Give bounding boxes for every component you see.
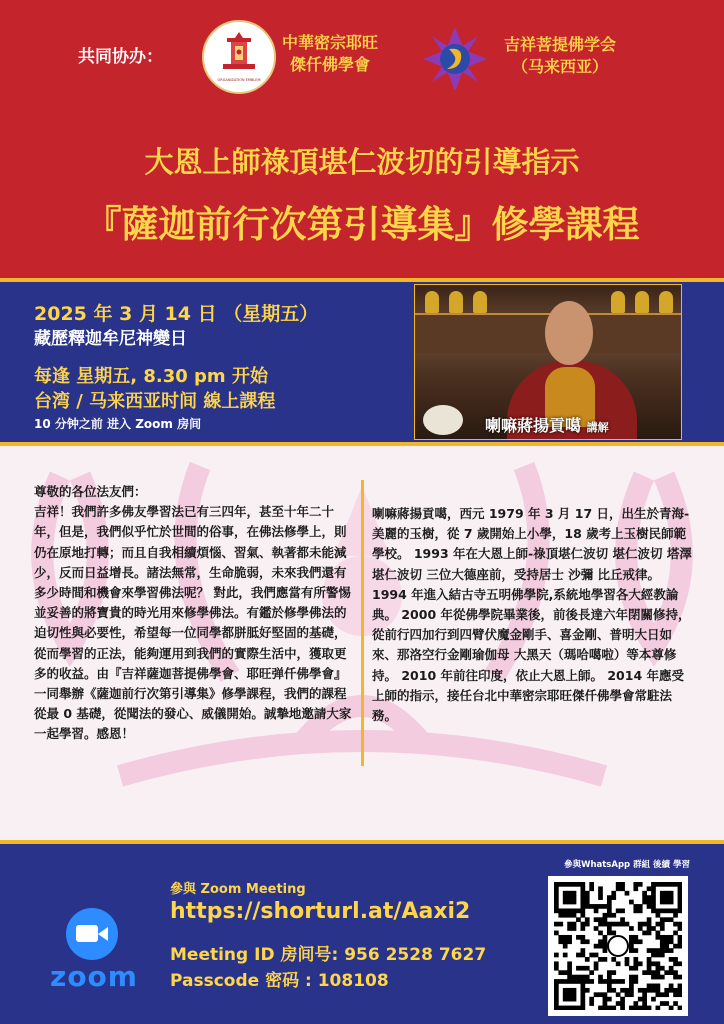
buddha-statue-icon <box>425 291 439 313</box>
footer-zoom-info <box>0 840 724 1024</box>
org1-name-line1: 中華密宗耶旺 <box>282 33 379 52</box>
join-zoom-label: 參與 Zoom Meeting <box>170 882 306 897</box>
buddha-statue-icon <box>659 291 673 313</box>
whatsapp-note: 參與WhatsApp 群組 後續 學習 <box>564 860 690 870</box>
org2-name <box>504 34 616 78</box>
event-date: 2025 年 3 月 14 日 （星期五） <box>34 303 319 325</box>
zoom-link[interactable]: https://shorturl.at/Aaxi2 <box>170 899 471 924</box>
org2-name-line2: （马来西亚） <box>512 57 609 76</box>
teacher-photo <box>414 284 682 440</box>
org1-logo-text: ORGANIZATION EMBLEM <box>217 78 261 82</box>
org1-logo <box>202 20 276 94</box>
org1-name-line2: 傑仟佛學會 <box>290 55 371 74</box>
title-line1: 大恩上師祿頂堪仁波切的引導指示 <box>144 145 580 179</box>
welcome-text: 吉祥！我們許多佛友學習法已有三四年，甚至十年二十年，但是，我們似乎忙於世間的俗事，在佛法修學上，則仍在原地打轉；而且自我相續煩惱、習氣、執著都未能減少，反而日益增長。諸法無常，生命脆弱，未來我們還有多少時間和機會來學習佛法呢？ 對此，我們應當有所警惕並妥善的將寶貴的時光用來修學佛法。有鑑於修學佛法的迫切性與必要性，希望每一位同學都胼胝好堅固的基礎，從而學習的正法，能夠運用到我們的實際生活中，獲取更多的收益。由『吉祥薩迦菩提佛學會、耶旺弹仟佛學會』一同舉辦《薩迦前行次第引導集》修學課程，我們的課程從最 0 基礎，從聞法的發心、威儀開始。誠摯地邀請大家一起學習。感恩！ <box>34 504 352 742</box>
teacher-caption <box>485 413 609 436</box>
meeting-id: Meeting ID 房间号: 956 2528 7627 <box>170 945 487 965</box>
temple-emblem-icon <box>217 30 261 74</box>
teacher-name: 喇嘛蔣揚貢噶 <box>485 416 582 435</box>
event-schedule: 每逢 星期五, 8.30 pm 开始 <box>34 366 268 387</box>
whatsapp-qr-code[interactable] <box>548 876 688 1016</box>
header-banner <box>0 0 724 278</box>
whatsapp-icon <box>608 936 628 956</box>
body-section <box>0 446 724 840</box>
join-note: 10 分钟之前 进入 Zoom 房间 <box>34 417 202 431</box>
buddha-statue-icon <box>449 291 463 313</box>
buddha-statue-icon <box>611 291 625 313</box>
event-timezone: 台湾 / 马来西亚时间 線上課程 <box>34 391 276 412</box>
teacher-bio <box>372 504 692 726</box>
cohost-label: 共同协办： <box>78 47 163 67</box>
monk-head <box>545 301 593 365</box>
buddha-statue-icon <box>635 291 649 313</box>
buddha-statue-icon <box>473 291 487 313</box>
meeting-passcode: Passcode 密码 : 108108 <box>170 971 389 991</box>
welcome-letter <box>34 482 354 745</box>
org1-name <box>282 32 378 76</box>
column-divider <box>361 480 364 766</box>
teacher-bio-text: 喇嘛蔣揚貢噶，西元 1979 年 3 月 17 日，出生於青海-美麗的玉樹，從 7 歲開始上小學，18 歲考上玉樹民師範學校。 1993 年在大恩上師-祿頂堪仁波切 堪仁波切 塔澤堪仁波切 三位大德座前，受持居士 沙彌 比丘戒律。 1994 年進入結古寺五明佛學院,系統地學習各大經教論典。 2000 年從佛學院畢業後，前後長達六年閉關修持，從前行四加行到四臂伏魔金剛手、喜金剛、普明大日如來、那洛空行金剛瑜伽母 大黑天（瑪哈噶啦）等本尊修持。 2010 年前往印度，依止大恩上師。 2014 年應受上師的指示，接任台北中華密宗耶旺傑仟佛學會常駐法務。 <box>372 506 692 724</box>
course-title: 『薩迦前行次第引導集』修學課程 <box>84 203 640 246</box>
qr-code-icon <box>554 882 682 1010</box>
welcome-salutation: 尊敬的各位法友們： <box>34 484 147 499</box>
zoom-wordmark: zoom <box>50 960 138 993</box>
teacher-role: 講解 <box>586 421 609 434</box>
org2-name-line1: 吉祥菩提佛学会 <box>504 35 617 54</box>
event-holiday: 藏歷釋迦牟尼神變日 <box>34 329 187 349</box>
dharma-emblem-icon <box>420 24 490 94</box>
zoom-logo <box>40 908 152 993</box>
flower-offering <box>423 405 463 435</box>
